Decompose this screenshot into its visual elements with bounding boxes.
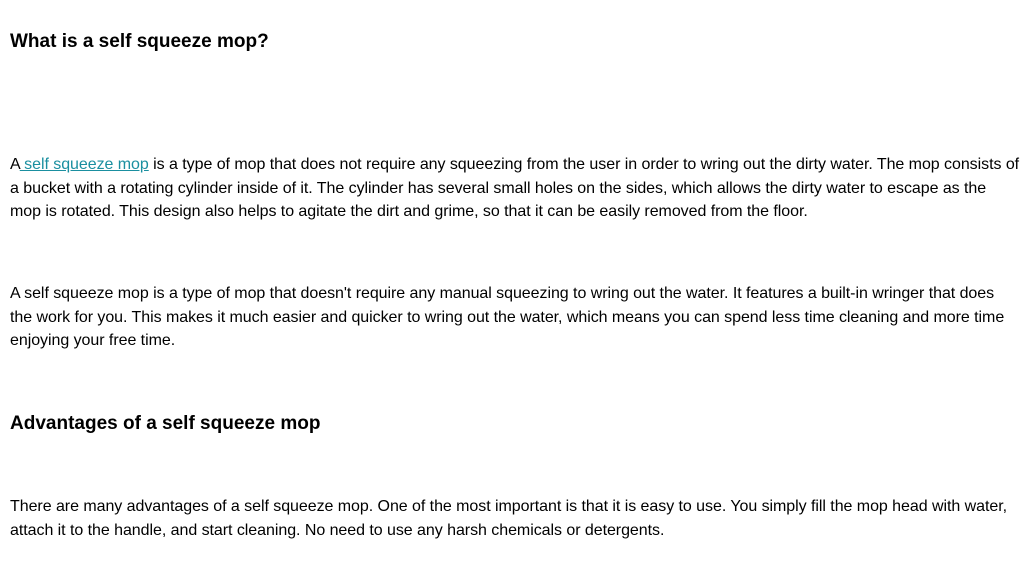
self-squeeze-mop-link[interactable]: self squeeze mop <box>19 156 149 173</box>
paragraph-suffix: is a type of mop that does not require any squeezing from the user in order to wring out the dirty water. The mop consists of a bucket with a rotating cylinder inside of it. The cylinder has several small holes on the sides, which allows the dirty water to escape as the mop is rotated. This design also helps to agitate the dirt and grime, so that it can be easily removed from the floor. <box>10 156 1020 220</box>
paragraph-prefix: A <box>10 156 20 173</box>
section-heading-what-is: What is a self squeeze mop? <box>10 31 269 52</box>
description-paragraph: A self squeeze mop is a type of mop that doesn't require any manual squeezing to wring out the water. It features a built-in wringer that does the work for you. This makes it much easier and quicker to wring out the water, which means you can spend less time cleaning and more time enjoying your free time. <box>10 285 1005 349</box>
section-heading-advantages: Advantages of a self squeeze mop <box>10 413 321 434</box>
advantages-paragraph: There are many advantages of a self squeeze mop. One of the most important is that it is easy to use. You simply fill the mop head with water, attach it to the handle, and start cleaning. No need to use any harsh chemicals or detergents. <box>10 498 1007 539</box>
intro-paragraph <box>10 153 1020 224</box>
